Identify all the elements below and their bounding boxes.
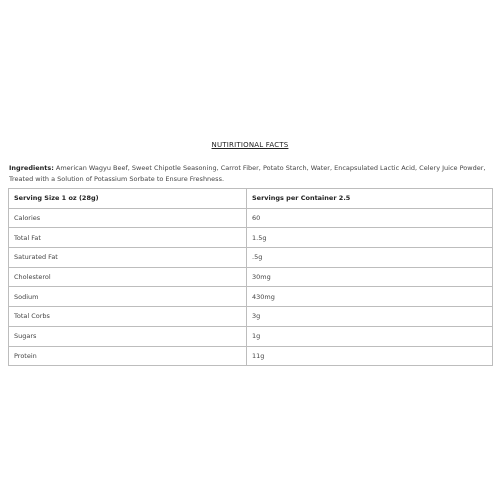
nutrient-value: 1g (247, 326, 493, 346)
page-title: NUTIRITIONAL FACTS (211, 141, 289, 149)
nutrient-value: .5g (247, 248, 493, 268)
nutrient-value: 60 (247, 208, 493, 228)
nutrient-value: 3g (247, 307, 493, 327)
nutrient-value: 11g (247, 346, 493, 366)
table-row (9, 248, 493, 268)
nutrient-name: Cholesterol (9, 267, 247, 287)
nutrient-name: Calories (9, 208, 247, 228)
nutrient-name: Saturated Fat (9, 248, 247, 268)
table-row (9, 287, 493, 307)
ingredients-paragraph (9, 163, 493, 185)
table-row (9, 326, 493, 346)
nutrient-value: 30mg (247, 267, 493, 287)
nutrient-value: 1.5g (247, 228, 493, 248)
table-row (9, 346, 493, 366)
nutrient-name: Protein (9, 346, 247, 366)
table-row (9, 228, 493, 248)
table-row (9, 208, 493, 228)
nutrient-name: Total Fat (9, 228, 247, 248)
table-row (9, 267, 493, 287)
nutrient-name: Sodium (9, 287, 247, 307)
servings-per-container-header: Servings per Container 2.5 (247, 189, 493, 209)
nutrient-name: Total Corbs (9, 307, 247, 327)
nutrient-value: 430mg (247, 287, 493, 307)
ingredients-label: Ingredients: (9, 164, 54, 172)
nutrition-table (8, 188, 493, 366)
table-row (9, 307, 493, 327)
nutrient-name: Sugars (9, 326, 247, 346)
ingredients-text: American Wagyu Beef, Sweet Chipotle Seasoning, Carrot Fiber, Potato Starch, Water, Encapsulated Lactic Acid, Celery Juice Powder, Treated with a Solution of Potassium Sorbate to Ensure Freshness. (9, 164, 486, 183)
serving-size-header: Serving Size 1 oz (28g) (9, 189, 247, 209)
table-header-row (9, 189, 493, 209)
